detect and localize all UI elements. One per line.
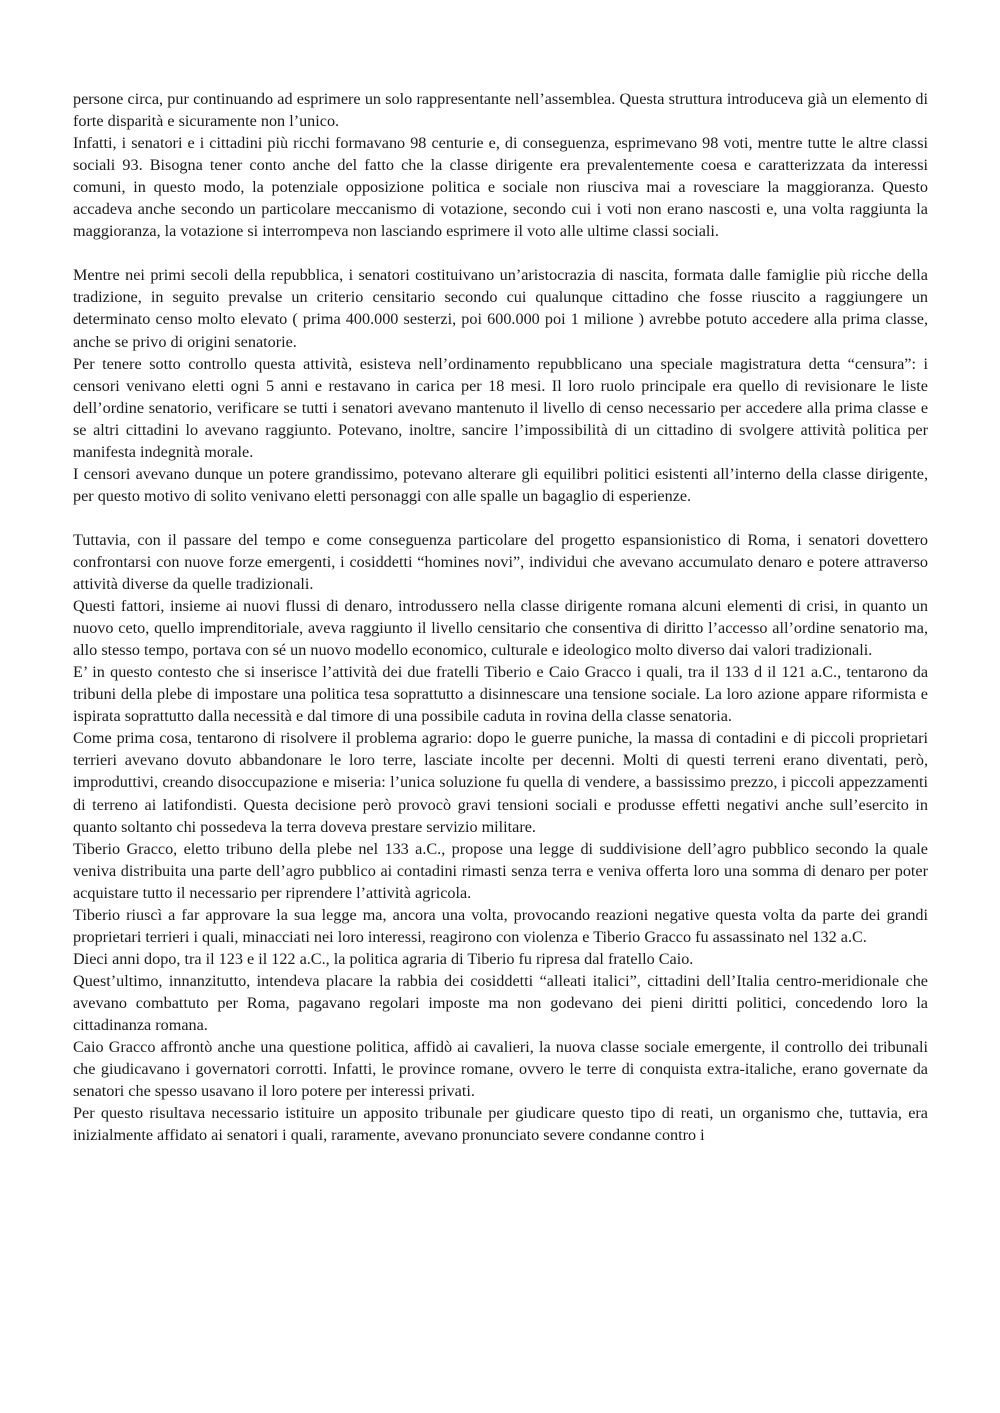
paragraph: Per questo risultava necessario istituire un apposito tribunale per giudicare questo tipo di reati, un organismo che, tuttavia, era inizialmente affidato ai senatori i quali, raramente, avevano pronunciato severe condanne contro i (73, 1104, 928, 1145)
paragraph: Dieci anni dopo, tra il 123 e il 122 a.C., la politica agraria di Tiberio fu ripresa dal fratello Caio. (73, 949, 694, 968)
paragraph: Quest’ultimo, innanzitutto, intendeva placare la rabbia dei cosiddetti “alleati italici”, cittadini dell’Italia centro-meridionale che avevano combattuto per Roma, pagavano regolari imposte ma non godevano dei pieni diritti politici, concedendo loro la cittadinanza romana. (73, 971, 928, 1034)
paragraph: Mentre nei primi secoli della repubblica, i senatori costituivano un’aristocrazia di nascita, formata dalle famiglie più ricche della tradizione, in seguito prevalse un criterio censitario secondo cui qualunque cittadino che fosse riuscito a raggiungere un determinato censo molto elevato ( prima 400.000 sesterzi, poi 600.000 poi 1 milione ) avrebbe potuto accedere alla prima classe, anche se privo di origini senatorie. (73, 266, 928, 351)
paragraph: Tuttavia, con il passare del tempo e come conseguenza particolare del progetto espansionistico di Roma, i senatori dovettero confrontarsi con nuove forze emergenti, i cosiddetti “homines novi”, individui che avevano accumulato denaro e potere attraverso attività diverse da quelle tradizionali. (73, 530, 928, 594)
paragraph: Questi fattori, insieme ai nuovi flussi di denaro, introdussero nella classe dirigente romana alcuni elementi di crisi, in quanto un nuovo ceto, quello imprenditoriale, aveva raggiunto il livello censitario che consentiva di diritto l’accesso all’ordine senatorio ma, allo stesso tempo, portava con sé un nuovo modello economico, culturale e ideologico molto diverso dai valori tradizionali. (73, 597, 928, 660)
paragraph: Tiberio riuscì a far approvare la sua legge ma, ancora una volta, provocando reazioni negative questa volta da parte dei grandi proprietari terrieri i quali, minacciati nei loro interessi, reagirono con violenza e Tiberio Gracco fu assassinato nel 132 a.C. (73, 905, 928, 946)
paragraph: Per tenere sotto controllo questa attività, esisteva nell’ordinamento repubblicano una speciale magistratura detta “censura”: i censori venivano eletti ogni 5 anni e restavano in carica per 18 mesi. Il loro ruolo principale era quello di revisionare le liste dell’ordine senatorio, verificare se tutti i senatori avevano mantenuto il livello di censo necessario per accedere alla prima classe e se altri cittadini lo avevano raggiunto. Potevano, inoltre, sancire l’impossibilità di un cittadino di svolgere attività politica per manifesta indegnità morale. (73, 354, 928, 461)
document-page (73, 88, 928, 1146)
paragraph: Come prima cosa, tentarono di risolvere il problema agrario: dopo le guerre puniche, la massa di contadini e di piccoli proprietari terrieri avevano dovuto abbandonare le loro terre, lasciate incolte per decenni. Molti di questi terreni erano diventati, però, improduttivi, creando disoccupazione e miseria: l’unica soluzione fu quella di vendere, a bassissimo prezzo, i piccoli appezzamenti di terreno ai latifondisti. Questa decisione però provocò gravi tensioni sociali e produsse effetti negativi anche sull’esercito in quanto soltanto chi possedeva la terra doveva prestare servizio militare. (73, 729, 928, 836)
paragraph: Caio Gracco affrontò anche una questione politica, affidò ai cavalieri, la nuova classe sociale emergente, il controllo dei tribunali che giudicavano i governatori corrotti. Infatti, le province romane, ovvero le terre di conquista extra-italiche, erano governate da senatori che spesso usavano il loro potere per interessi privati. (73, 1038, 928, 1101)
paragraph: E’ in questo contesto che si inserisce l’attività dei due fratelli Tiberio e Caio Gracco i quali, tra il 133 d il 121 a.C., tentarono da tribuni della plebe di impostare una politica tesa soprattutto a disinnescare una tensione sociale. La loro azione appare riformista e ispirata soprattutto dalla necessità e dal timore di una possibile caduta in rovina della classe senatoria. (73, 663, 928, 726)
paragraph: Infatti, i senatori e i cittadini più ricchi formavano 98 centurie e, di conseguenza, esprimevano 98 voti, mentre tutte le altre classi sociali 93. Bisogna tener conto anche del fatto che la classe dirigente era prevalentemente coesa e caratterizzata da interessi comuni, in questo modo, la potenziale opposizione politica e sociale non riusciva mai a rovesciare la maggioranza. Questo accadeva anche secondo un particolare meccanismo di votazione, secondo cui i voti non erano nascosti e, una volta raggiunta la maggioranza, la votazione si interrompeva non lasciando esprimere il voto alle ultime classi sociali. (73, 134, 928, 241)
paragraph: I censori avevano dunque un potere grandissimo, potevano alterare gli equilibri politici esistenti all’interno della classe dirigente, per questo motivo di solito venivano eletti personaggi con alle spalle un bagaglio di esperienze. (73, 464, 928, 505)
paragraph: persone circa, pur continuando ad esprimere un solo rappresentante nell’assemblea. Questa struttura introduceva già un elemento di forte disparità e sicuramente non l’unico. (73, 90, 928, 131)
paragraph: Tiberio Gracco, eletto tribuno della plebe nel 133 a.C., propose una legge di suddivisione dell’agro pubblico secondo la quale veniva distribuita una parte dell’agro pubblico ai contadini rimasti senza terra e veniva offerta loro una somma di denaro per poter acquistare tutto il necessario per riprendere l’attività agricola. (73, 839, 928, 902)
